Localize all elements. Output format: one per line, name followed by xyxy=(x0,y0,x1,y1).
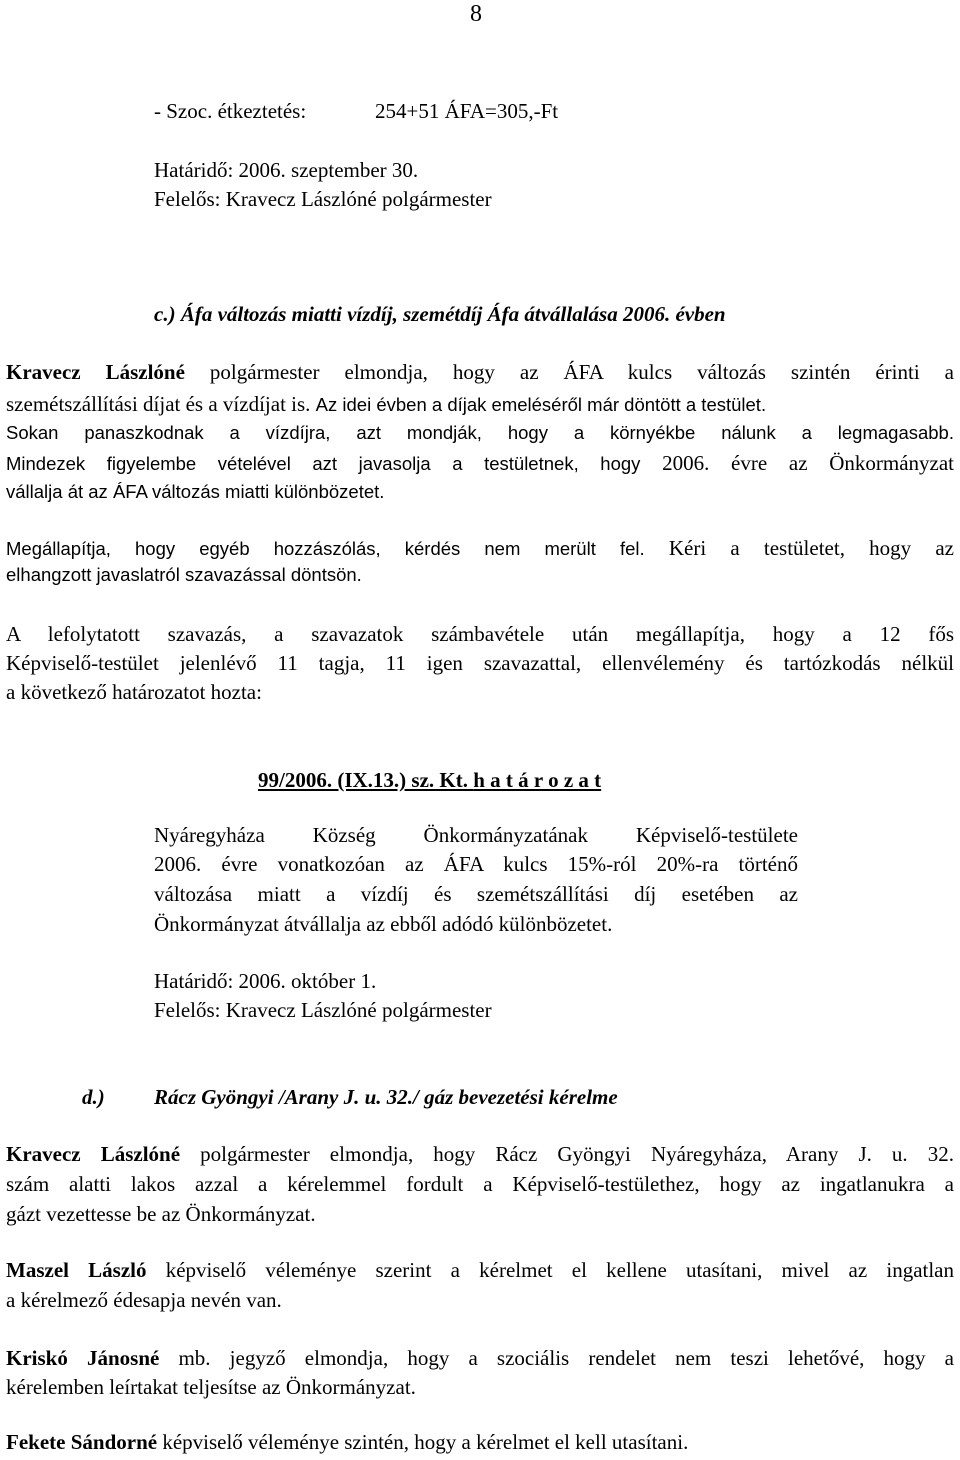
speaker-name: Kravecz Lászlóné xyxy=(6,360,185,384)
text-span: képviselő véleménye szerint a kérelmet el kellene utasítani, mivel az ingatlan xyxy=(165,1258,955,1282)
section-d-p3-line1 xyxy=(6,1346,954,1371)
resolution-number: 99/2006. (IX.13.) sz. Kt. xyxy=(258,768,468,792)
resolution-line1: Nyáregyháza Község Önkormányzatának Képviselő-testülete xyxy=(154,823,798,847)
text-span: képviselő véleménye szintén, hogy a kérelmet el kell utasítani. xyxy=(162,1430,689,1454)
text-span: szemétszállítási díjat és a vízdíjat is. xyxy=(6,392,311,416)
section-c-p3-line3: a következő határozatot hozta: xyxy=(6,680,262,704)
speaker-name: Kravecz Lászlóné xyxy=(6,1142,181,1166)
speaker-name: Fekete Sándorné xyxy=(6,1430,158,1454)
resolution-word: h a t á r o z a t xyxy=(473,768,602,792)
resolution-title xyxy=(258,768,601,793)
section-d-p2-line1 xyxy=(6,1258,954,1283)
resolution-responsible: Felelős: Kravecz Lászlóné polgármester xyxy=(154,998,492,1022)
szoc-value: 254+51 ÁFA=305,-Ft xyxy=(375,99,559,123)
resolution-line2: 2006. évre vonatkozóan az ÁFA kulcs 15%-ról 20%-ra történő xyxy=(154,852,798,876)
section-c-p1-line5: vállalja át az ÁFA változás miatti különbözetet. xyxy=(6,481,385,502)
section-c-p1-line3: Sokan panaszkodnak a vízdíjra, azt mondják, hogy a környékbe nálunk a legmagasabb. xyxy=(6,422,954,443)
section-d-p4-line1 xyxy=(6,1430,688,1455)
text-span: Mindezek figyelembe vételével azt javasolja a testületnek, hogy xyxy=(6,453,641,474)
szoc-label: - Szoc. étkeztetés: xyxy=(154,99,307,123)
section-d-p1-line1 xyxy=(6,1142,954,1167)
section-d-p1-line3: gázt vezettesse be az Önkormányzat. xyxy=(6,1202,316,1226)
text-span: polgármester elmondja, hogy Rácz Gyöngyi Nyáregyháza, Arany J. u. 32. xyxy=(200,1142,955,1166)
section-c-heading: c.) Áfa változás miatti vízdíj, szemétdíj Áfa átvállalása 2006. évben xyxy=(154,302,726,326)
resolution-line3: változása miatt a vízdíj és szemétszállítási díj esetében az xyxy=(154,882,798,906)
page-number: 8 xyxy=(470,1,482,27)
section-c-p1-line4 xyxy=(6,451,954,476)
section-d-p3-line2: kérelemben leírtakat teljesítse az Önkormányzat. xyxy=(6,1375,416,1399)
section-d-p1-line2: szám alatti lakos azzal a kérelemmel fordult a Képviselő-testülethez, hogy az ingatlanukra a xyxy=(6,1172,954,1196)
text-span: mb. jegyző elmondja, hogy a szociális rendelet nem teszi lehetővé, hogy a xyxy=(178,1346,954,1370)
section-c-p2-line1 xyxy=(6,536,954,561)
text-span: Kéri a testületet, hogy az xyxy=(668,536,955,560)
text-span: polgármester elmondja, hogy az ÁFA kulcs változás szintén érinti a xyxy=(209,360,954,384)
text-span: 2006. évre az Önkormányzat xyxy=(662,451,954,475)
resolution-deadline: Határidő: 2006. október 1. xyxy=(154,969,377,993)
section-c-p1-line2 xyxy=(6,392,766,417)
speaker-name: Kriskó Jánosné xyxy=(6,1346,160,1370)
text-span: Az idei évben a díjak emeléséről már döntött a testület. xyxy=(315,394,767,415)
resolution-line4: Önkormányzat átvállalja az ebből adódó különbözetet. xyxy=(154,912,613,936)
szoc-responsible: Felelős: Kravecz Lászlóné polgármester xyxy=(154,187,492,211)
section-d-label: d.) xyxy=(82,1085,105,1109)
section-c-p3-line2: Képviselő-testület jelenlévő 11 tagja, 11 igen szavazattal, ellenvélemény és tartózkodás nélkül xyxy=(6,651,954,675)
section-c-p1-line1 xyxy=(6,360,954,385)
section-c-p2-line2: elhangzott javaslatról szavazással döntsön. xyxy=(6,564,362,585)
speaker-name: Maszel László xyxy=(6,1258,147,1282)
text-span: Megállapítja, hogy egyéb hozzászólás, kérdés nem merült fel. xyxy=(6,538,645,559)
szoc-deadline: Határidő: 2006. szeptember 30. xyxy=(154,158,419,182)
section-d-p2-line2: a kérelmező édesapja nevén van. xyxy=(6,1288,282,1312)
section-d-heading: Rácz Gyöngyi /Arany J. u. 32./ gáz bevezetési kérelme xyxy=(154,1085,618,1109)
section-c-p3-line1: A lefolytatott szavazás, a szavazatok számbavétele után megállapítja, hogy a 12 fős xyxy=(6,622,954,646)
